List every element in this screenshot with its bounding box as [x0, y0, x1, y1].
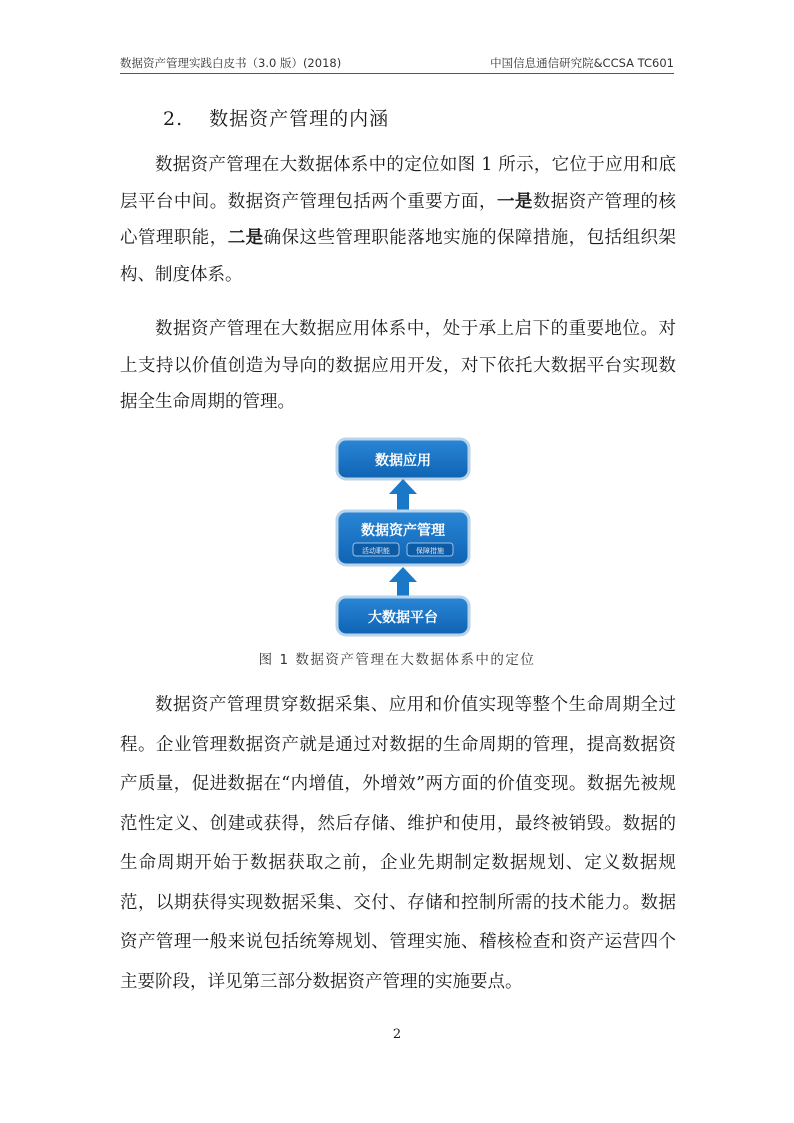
arrow-up-icon — [389, 479, 417, 511]
paragraph-text: 数据资产管理在大数据体系中的定位如图 1 所示，它位于应用和底层平台中间。数据资产管理包括两个重要方面， — [120, 155, 676, 212]
bottom-box-label: 大数据平台 — [368, 610, 438, 626]
figure-caption: 图 1 数据资产管理在大数据体系中的定位 — [258, 652, 536, 668]
emphasis-first: 一是 — [496, 191, 533, 212]
header-organization: 中国信息通信研究院&CCSA TC601 — [490, 56, 674, 70]
paragraph-positioning — [120, 147, 676, 293]
sub-box-activities-label: 活动职能 — [362, 547, 390, 555]
page-number: 2 — [392, 1027, 402, 1042]
middle-box — [337, 511, 469, 565]
paragraph-text: 数据资产管理的核心管理职能， — [120, 191, 677, 248]
positioning-diagram — [335, 437, 471, 639]
top-box-label: 数据应用 — [375, 453, 431, 469]
section-number: 2. — [163, 108, 184, 130]
section-heading — [163, 104, 389, 131]
emphasis-second: 二是 — [227, 228, 264, 248]
middle-box-label: 数据资产管理 — [361, 523, 445, 539]
section-title: 数据资产管理的内涵 — [209, 108, 390, 130]
top-box — [337, 439, 469, 479]
arrow-up-icon — [389, 567, 417, 597]
page-header — [120, 53, 674, 74]
bottom-box — [337, 597, 469, 635]
paragraph-text: 确保这些管理职能落地实施的保障措施，包括组织架构、制度体系。 — [120, 228, 677, 285]
sub-box-safeguards-label: 保障措施 — [416, 547, 444, 555]
paragraph-lifecycle: 数据资产管理贯穿数据采集、应用和价值实现等整个生命周期全过程。企业管理数据资产就是通过对数据的生命周期的管理，提高数据资产质量，促进数据在“内增值，外增效”两方面的价值变现。数据先被规范性定义、创建或获得，然后存储、维护和使用，最终被销毁。数据的生命周期开始于数据获取之前，企业先期制定数据规划、定义数据规范，以期获得实现数据采集、交付、存储和控制所需的技术能力。数据资产管理一般来说包括统筹规划、管理实施、稽核检查和资产运营四个主要阶段，详见第三部分数据资产管理的实施要点。 — [120, 695, 676, 992]
paragraph-role: 数据资产管理在大数据应用体系中，处于承上启下的重要地位。对上支持以价值创造为导向的数据应用开发，对下依托大数据平台实现数据全生命周期的管理。 — [120, 319, 676, 412]
header-document-title: 数据资产管理实践白皮书（3.0 版）(2018) — [120, 56, 342, 70]
